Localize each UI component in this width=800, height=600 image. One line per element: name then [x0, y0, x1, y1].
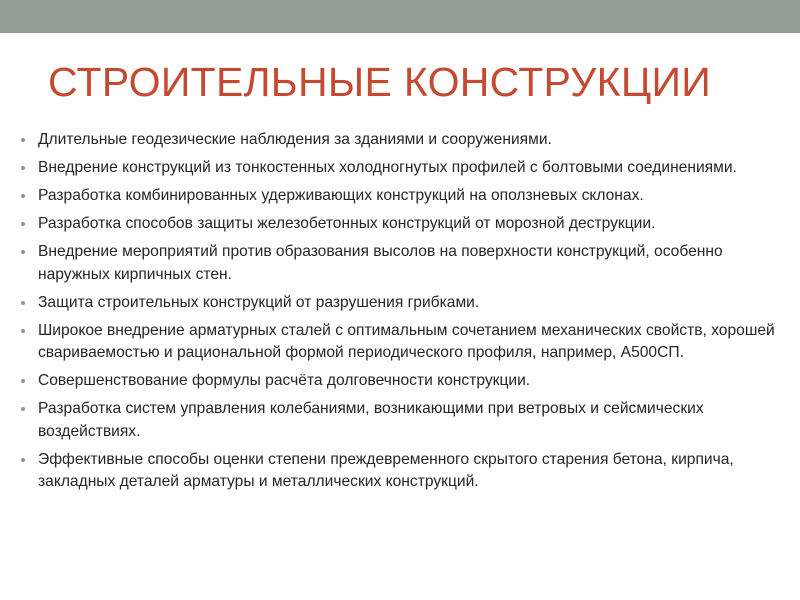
- bullet-icon: [21, 194, 25, 198]
- slide-title: СТРОИТЕЛЬНЫЕ КОНСТРУКЦИИ: [48, 59, 711, 105]
- list-item-text: Внедрение мероприятий против образования высолов на поверхности конструкций, особенно наружных кирпичных стен.: [38, 243, 723, 283]
- bullet-icon: [21, 222, 25, 226]
- bullet-list: [20, 129, 780, 499]
- list-item: [20, 185, 780, 208]
- bullet-icon: [21, 458, 25, 462]
- bullet-icon: [21, 250, 25, 254]
- list-item-text: Разработка способов защиты железобетонных конструкций от морозной деструкции.: [38, 215, 656, 232]
- list-item: [20, 320, 780, 365]
- list-item: [20, 292, 780, 315]
- bullet-icon: [21, 329, 25, 333]
- bullet-icon: [21, 379, 25, 383]
- list-item: [20, 157, 780, 180]
- list-item: [20, 213, 780, 236]
- list-item-text: Совершенствование формулы расчёта долговечности конструкции.: [38, 372, 531, 389]
- list-item-text: Широкое внедрение арматурных сталей с оптимальным сочетанием механических свойств, хорошей свариваемостью и рациональной формой периодического профиля, например, А500СП.: [38, 321, 775, 361]
- list-item-text: Защита строительных конструкций от разрушения грибками.: [38, 293, 480, 311]
- list-item: [20, 129, 780, 152]
- bullet-icon: [21, 407, 25, 411]
- bullet-icon: [21, 138, 25, 142]
- list-item-text: Разработка комбинированных удерживающих конструкций на оползневых склонах.: [38, 187, 644, 204]
- bullet-icon: [21, 166, 25, 170]
- bullet-icon: [21, 301, 25, 305]
- top-color-band: [0, 0, 800, 33]
- list-item-text: Разработка систем управления колебаниями, возникающими при ветровых и сейсмических воздействиях.: [38, 400, 704, 440]
- list-item-text: Эффективные способы оценки степени преждевременного скрытого старения бетона, кирпича, закладных деталей арматуры и металлических конструкций.: [38, 450, 734, 490]
- list-item: [20, 370, 780, 393]
- list-item: [20, 449, 780, 494]
- list-item-text: Длительные геодезические наблюдения за зданиями и сооружениями.: [38, 131, 552, 148]
- list-item: [20, 398, 780, 443]
- list-item: [20, 241, 780, 286]
- list-item-text: Внедрение конструкций из тонкостенных холодногнутых профилей с болтовыми соединениями.: [38, 159, 737, 176]
